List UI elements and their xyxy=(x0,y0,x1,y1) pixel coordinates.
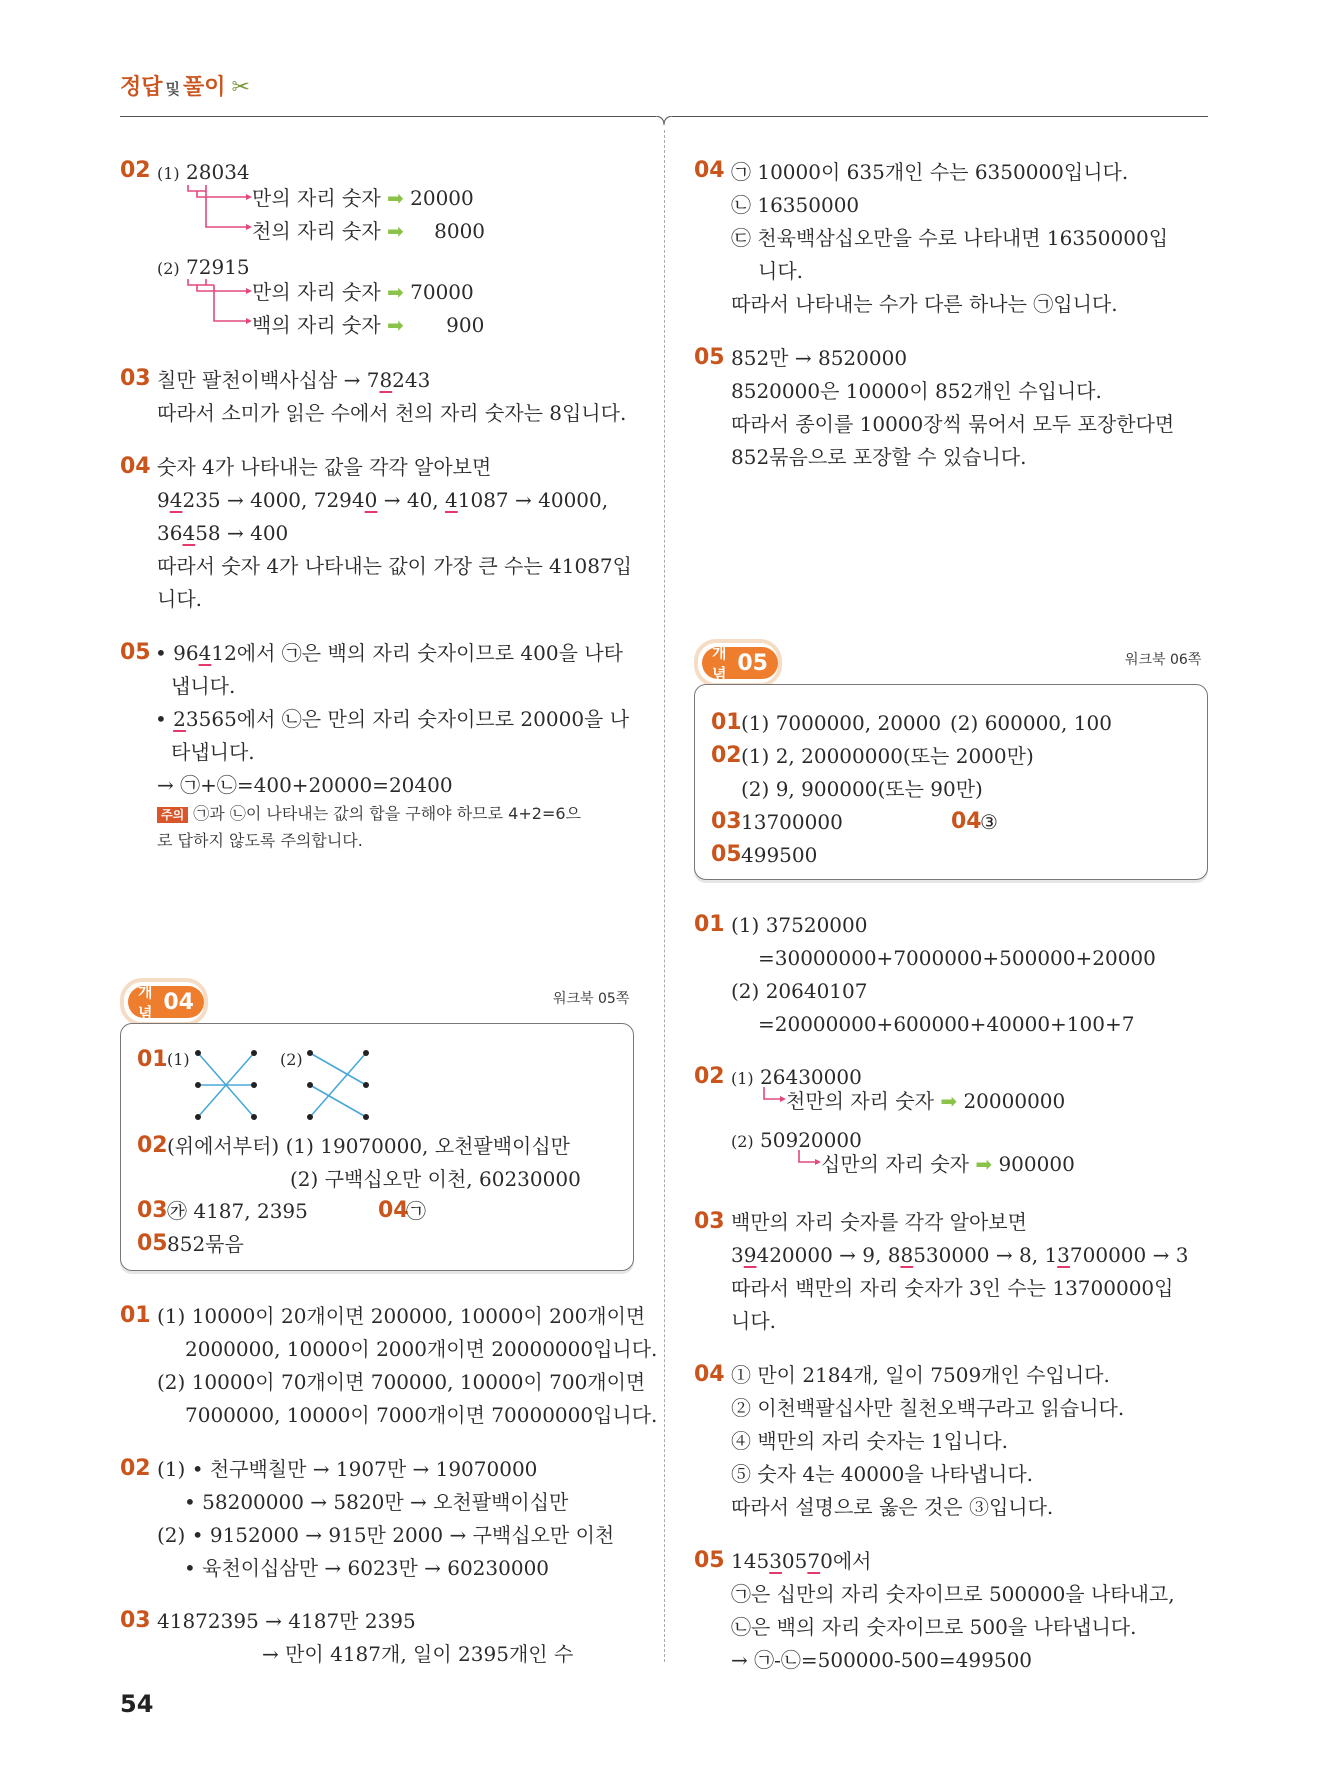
u: 4 xyxy=(198,641,212,665)
c5-r2-text2: (2) 9, 900000(또는 90만) xyxy=(741,777,983,801)
right-a01-l1: (1) 37520000 xyxy=(731,913,868,937)
left-q02-p1-row2-value: 8000 xyxy=(434,219,486,243)
left-a01-l4: 7000000, 10000이 7000개이면 70000000입니다. xyxy=(185,1403,658,1427)
left-q05-bullet1-line2: 냅니다. xyxy=(171,674,236,698)
left-a02-number: 02 xyxy=(120,1456,151,1481)
u: 9 xyxy=(743,1243,757,1267)
header-rule-right xyxy=(672,116,1208,117)
right-a03-l4: 니다. xyxy=(731,1309,776,1333)
right-a02-number: 02 xyxy=(694,1064,725,1089)
left-q03-line1 xyxy=(157,364,430,397)
left-a01-l2: 2000000, 10000이 2000개이면 20000000입니다. xyxy=(185,1337,658,1361)
left-q02-p2-row2 xyxy=(252,309,484,342)
left-q04-line4: 따라서 숫자 4가 나타내는 값이 가장 큰 수는 41087입 xyxy=(157,554,632,578)
left-q02-p1-row2 xyxy=(252,215,485,248)
c4-r1-label-b: (2) xyxy=(280,1050,303,1069)
page-header xyxy=(120,70,250,101)
u: 8 xyxy=(900,1243,914,1267)
left-q02-p1-row2-label: 천의 자리 숫자 xyxy=(252,219,381,243)
right-a04-l2: ② 이천백팔십사만 칠천오백구라고 읽습니다. xyxy=(731,1396,1125,1420)
right-q05-l1: 852만 → 8520000 xyxy=(731,346,908,370)
c5-r5-number: 05 xyxy=(711,842,742,867)
right-a05-l1 xyxy=(731,1545,871,1578)
c5-r4-number: 04 xyxy=(951,809,982,834)
c4-r5-text: 852묶음 xyxy=(167,1232,244,1256)
left-q03-number: 03 xyxy=(120,366,151,391)
left-q05-bullet2-line2: 타냅니다. xyxy=(171,740,255,764)
right-a05-l4: → ㉠-㉡=500000-500=499500 xyxy=(731,1648,1033,1672)
left-q02-p1-value: 28034 xyxy=(186,160,250,184)
u: 0 xyxy=(364,488,378,512)
t: 530000 → 8, 1 xyxy=(913,1243,1058,1267)
concept-04-badge-inner xyxy=(128,983,204,1022)
c4-r2-number: 02 xyxy=(137,1133,168,1158)
t: • xyxy=(155,707,174,731)
badge-label: 개념 xyxy=(138,983,153,1022)
right-a05-l2: ㉠은 십만의 자리 숫자이므로 500000을 나타내고, xyxy=(731,1582,1175,1606)
right-a03-l3: 따라서 백만의 자리 숫자가 3인 수는 13700000입 xyxy=(731,1276,1174,1300)
header-rule-left xyxy=(120,116,656,117)
c5-r3-text: 13700000 xyxy=(741,810,843,834)
right-a02-p2-row xyxy=(821,1148,1075,1181)
left-q04-line1: 숫자 4가 나타내는 값을 각각 알아보면 xyxy=(157,455,492,479)
value: 50920000 xyxy=(760,1128,862,1152)
left-q02-p1-row1 xyxy=(252,182,474,215)
c4-r4-text: ㉠ xyxy=(406,1199,426,1223)
t: 36 xyxy=(157,521,183,545)
left-q03-line2: 따라서 소미가 읽은 수에서 천의 자리 숫자는 8입니다. xyxy=(157,401,627,425)
right-a02-p1-row xyxy=(786,1085,1065,1118)
left-q05-number: 05 xyxy=(120,640,151,665)
t: • 96 xyxy=(155,641,199,665)
left-q02-p2-row2-value: 900 xyxy=(446,313,485,337)
left-q02-p1-branch-lines xyxy=(180,185,252,241)
header-title-small: 및 xyxy=(165,80,181,98)
right-a04-l3: ④ 백만의 자리 숫자는 1입니다. xyxy=(731,1429,1009,1453)
u: 4 xyxy=(169,488,183,512)
badge-number: 05 xyxy=(737,650,768,676)
t: → 40, xyxy=(377,488,446,512)
right-q04-l1: ㉠ 10000이 635개인 수는 6350000입니다. xyxy=(731,160,1129,184)
left-q02-p2-row1 xyxy=(252,276,474,309)
t: 9 xyxy=(157,488,170,512)
left-q02-p2-label: (2) xyxy=(157,259,180,278)
right-q05-l3: 따라서 종이를 10000장씩 묶어서 모두 포장한다면 xyxy=(731,412,1175,436)
right-a04-l5: 따라서 설명으로 옳은 것은 ③입니다. xyxy=(731,1495,1054,1519)
left-q04-line2 xyxy=(157,484,608,517)
right-a04-l4: ⑤ 숫자 4는 40000을 나타냅니다. xyxy=(731,1462,1034,1486)
t: 3 xyxy=(731,1243,744,1267)
green-arrow-icon: ➡ xyxy=(968,1152,999,1176)
t: 235 → 4000, 7294 xyxy=(182,488,365,512)
t: 0에서 xyxy=(820,1549,872,1573)
c4-r2-text: (위에서부터) (1) 19070000, 오천팔백이십만 xyxy=(167,1134,571,1158)
c4-r3-number: 03 xyxy=(137,1198,168,1223)
c4-matching-diagram xyxy=(190,1045,380,1125)
left-a01-l3: (2) 10000이 70개이면 700000, 10000이 700개이면 xyxy=(157,1370,646,1394)
concept-05-badge xyxy=(694,639,782,687)
left-q05-bullet1 xyxy=(155,637,623,670)
t: 420000 → 9, 8 xyxy=(756,1243,901,1267)
value: 26430000 xyxy=(760,1065,862,1089)
right-a03-l2 xyxy=(731,1239,1188,1272)
right-a01-number: 01 xyxy=(694,912,725,937)
left-q05-result: → ㉠+㉡=400+20000=20400 xyxy=(157,773,453,797)
t: 1087 → 40000, xyxy=(457,488,609,512)
u: 7 xyxy=(807,1549,821,1573)
right-q04-l5: 따라서 나타내는 수가 다른 하나는 ㉠입니다. xyxy=(731,292,1118,316)
left-q02-p2-row2-label: 백의 자리 숫자 xyxy=(252,313,381,337)
c5-r1-text: (1) 7000000, 20000 xyxy=(741,711,942,735)
left-q05-note xyxy=(157,800,581,829)
left-q04-line5: 니다. xyxy=(157,587,202,611)
c5-r4-text: ③ xyxy=(980,810,998,834)
t: 700000 → 3 xyxy=(1069,1243,1189,1267)
crossed-tools-icon: ✂ xyxy=(231,75,250,100)
left-a02-l1: (1) • 천구백칠만 → 1907만 → 19070000 xyxy=(157,1457,538,1481)
left-a03-l2: → 만이 4187개, 일이 2395개인 수 xyxy=(262,1642,574,1666)
left-q02-number: 02 xyxy=(120,158,151,183)
left-a03-number: 03 xyxy=(120,1608,151,1633)
t: 12에서 ㉠은 백의 자리 숫자이므로 400을 나타 xyxy=(211,641,623,665)
c4-r3-text: ㉮ 4187, 2395 xyxy=(167,1199,308,1223)
c4-r5-number: 05 xyxy=(137,1231,168,1256)
u: 4 xyxy=(182,521,196,545)
left-a01-l1: (1) 10000이 20개이면 200000, 10000이 200개이면 xyxy=(157,1304,646,1328)
left-q04-line3 xyxy=(157,517,288,550)
badge-label: 개념 xyxy=(712,644,727,683)
label: (2) xyxy=(731,1132,754,1151)
t: 05 xyxy=(781,1549,808,1573)
right-a01-l4: =20000000+600000+40000+100+7 xyxy=(758,1012,1135,1036)
green-arrow-icon: ➡ xyxy=(387,219,411,243)
green-arrow-icon: ➡ xyxy=(387,186,411,210)
green-arrow-icon: ➡ xyxy=(933,1089,964,1113)
concept-05-badge-inner xyxy=(702,644,778,683)
c5-r1-text2: (2) 600000, 100 xyxy=(950,711,1112,735)
c5-r2-text: (1) 2, 20000000(또는 2000만) xyxy=(741,744,1034,768)
u: 2 xyxy=(173,707,186,731)
right-a02-p2-branch xyxy=(795,1150,821,1176)
right-a05-l3: ㉡은 백의 자리 숫자이므로 500을 나타냅니다. xyxy=(731,1615,1137,1639)
left-q02-p2-branch-lines xyxy=(180,279,252,335)
u: 3 xyxy=(1057,1243,1070,1267)
left-q02-p2-value: 72915 xyxy=(186,255,250,279)
concept-04-workbook-ref: 워크북 05쪽 xyxy=(553,991,630,1007)
c5-r2-number: 02 xyxy=(711,743,742,768)
concept-05-workbook-ref: 워크북 06쪽 xyxy=(1125,652,1202,668)
left-q03-line1-underlined: 8 xyxy=(379,368,393,392)
header-title: 정답 xyxy=(120,75,163,100)
right-a03-l1: 백만의 자리 숫자를 각각 알아보면 xyxy=(731,1210,1027,1234)
value: 900000 xyxy=(998,1152,1075,1176)
right-q05-number: 05 xyxy=(694,345,725,370)
left-q02-p1-row1-value: 20000 xyxy=(410,186,474,210)
badge-number: 04 xyxy=(163,989,194,1015)
c5-r5-text: 499500 xyxy=(741,843,818,867)
t: 145 xyxy=(731,1549,770,1573)
page-number: 54 xyxy=(120,1690,154,1718)
header-title-b: 풀이 xyxy=(183,75,226,100)
right-q04-l3: ㉢ 천육백삼십오만을 수로 나타내면 16350000입 xyxy=(731,226,1169,250)
green-arrow-icon: ➡ xyxy=(387,313,411,337)
u: 4 xyxy=(445,488,458,512)
c5-r1-number: 01 xyxy=(711,710,742,735)
left-q04-number: 04 xyxy=(120,454,151,479)
green-arrow-icon: ➡ xyxy=(387,280,411,304)
right-q04-number: 04 xyxy=(694,158,725,183)
right-a01-l3: (2) 20640107 xyxy=(731,979,868,1003)
label: 십만의 자리 숫자 xyxy=(821,1152,969,1176)
label: 천만의 자리 숫자 xyxy=(786,1089,934,1113)
left-a03-l1: 41872395 → 4187만 2395 xyxy=(157,1609,416,1633)
right-q05-l4: 852묶음으로 포장할 수 있습니다. xyxy=(731,445,1027,469)
right-q04-l4: 니다. xyxy=(758,259,803,283)
c4-r1-label-a: (1) xyxy=(167,1050,190,1069)
left-a01-number: 01 xyxy=(120,1303,151,1328)
left-q02-p1-row1-label: 만의 자리 숫자 xyxy=(252,186,381,210)
note-line1: ㉠과 ㉡이 나타내는 값의 합을 구해야 하므로 4+2=6으 xyxy=(193,804,581,823)
c4-r4-number: 04 xyxy=(378,1198,409,1223)
label: (1) xyxy=(731,1069,754,1088)
c4-r1-number: 01 xyxy=(137,1047,168,1072)
left-a02-l3: (2) • 9152000 → 915만 2000 → 구백십오만 이천 xyxy=(157,1523,615,1547)
left-q03-line1-a: 칠만 팔천이백사십삼 → 7 xyxy=(157,368,380,392)
left-q02-p2-row1-value: 70000 xyxy=(410,280,474,304)
t: 3565에서 ㉡은 만의 자리 숫자이므로 20000을 나 xyxy=(185,707,630,731)
concept-04-badge xyxy=(120,978,208,1026)
left-a02-l4: • 육천이십삼만 → 6023만 → 60230000 xyxy=(184,1556,550,1580)
right-q04-l2: ㉡ 16350000 xyxy=(731,193,860,217)
column-divider xyxy=(664,130,665,1662)
caution-tag: 주의 xyxy=(157,807,188,823)
c5-r3-number: 03 xyxy=(711,809,742,834)
right-a04-l1: ① 만이 2184개, 일이 7509개인 수입니다. xyxy=(731,1363,1110,1387)
left-q02-p1-label: (1) xyxy=(157,164,180,183)
right-q05-l2: 8520000은 10000이 852개인 수입니다. xyxy=(731,379,1102,403)
left-q05-bullet2 xyxy=(155,703,629,736)
left-q03-line1-b: 243 xyxy=(392,368,431,392)
left-q02-p2-row1-label: 만의 자리 숫자 xyxy=(252,280,381,304)
right-a03-number: 03 xyxy=(694,1209,725,1234)
right-a01-l2: =30000000+7000000+500000+20000 xyxy=(758,946,1156,970)
left-a02-l2: • 58200000 → 5820만 → 오천팔백이십만 xyxy=(184,1490,569,1514)
value: 20000000 xyxy=(963,1089,1066,1113)
t: 58 → 400 xyxy=(195,521,289,545)
c4-r2-text2: (2) 구백십오만 이천, 60230000 xyxy=(290,1167,581,1191)
right-a04-number: 04 xyxy=(694,1362,725,1387)
right-a02-p1-branch xyxy=(760,1087,786,1109)
left-q05-note-line2: 로 답하지 않도록 주의합니다. xyxy=(157,831,363,850)
right-a05-number: 05 xyxy=(694,1548,725,1573)
u: 3 xyxy=(769,1549,782,1573)
